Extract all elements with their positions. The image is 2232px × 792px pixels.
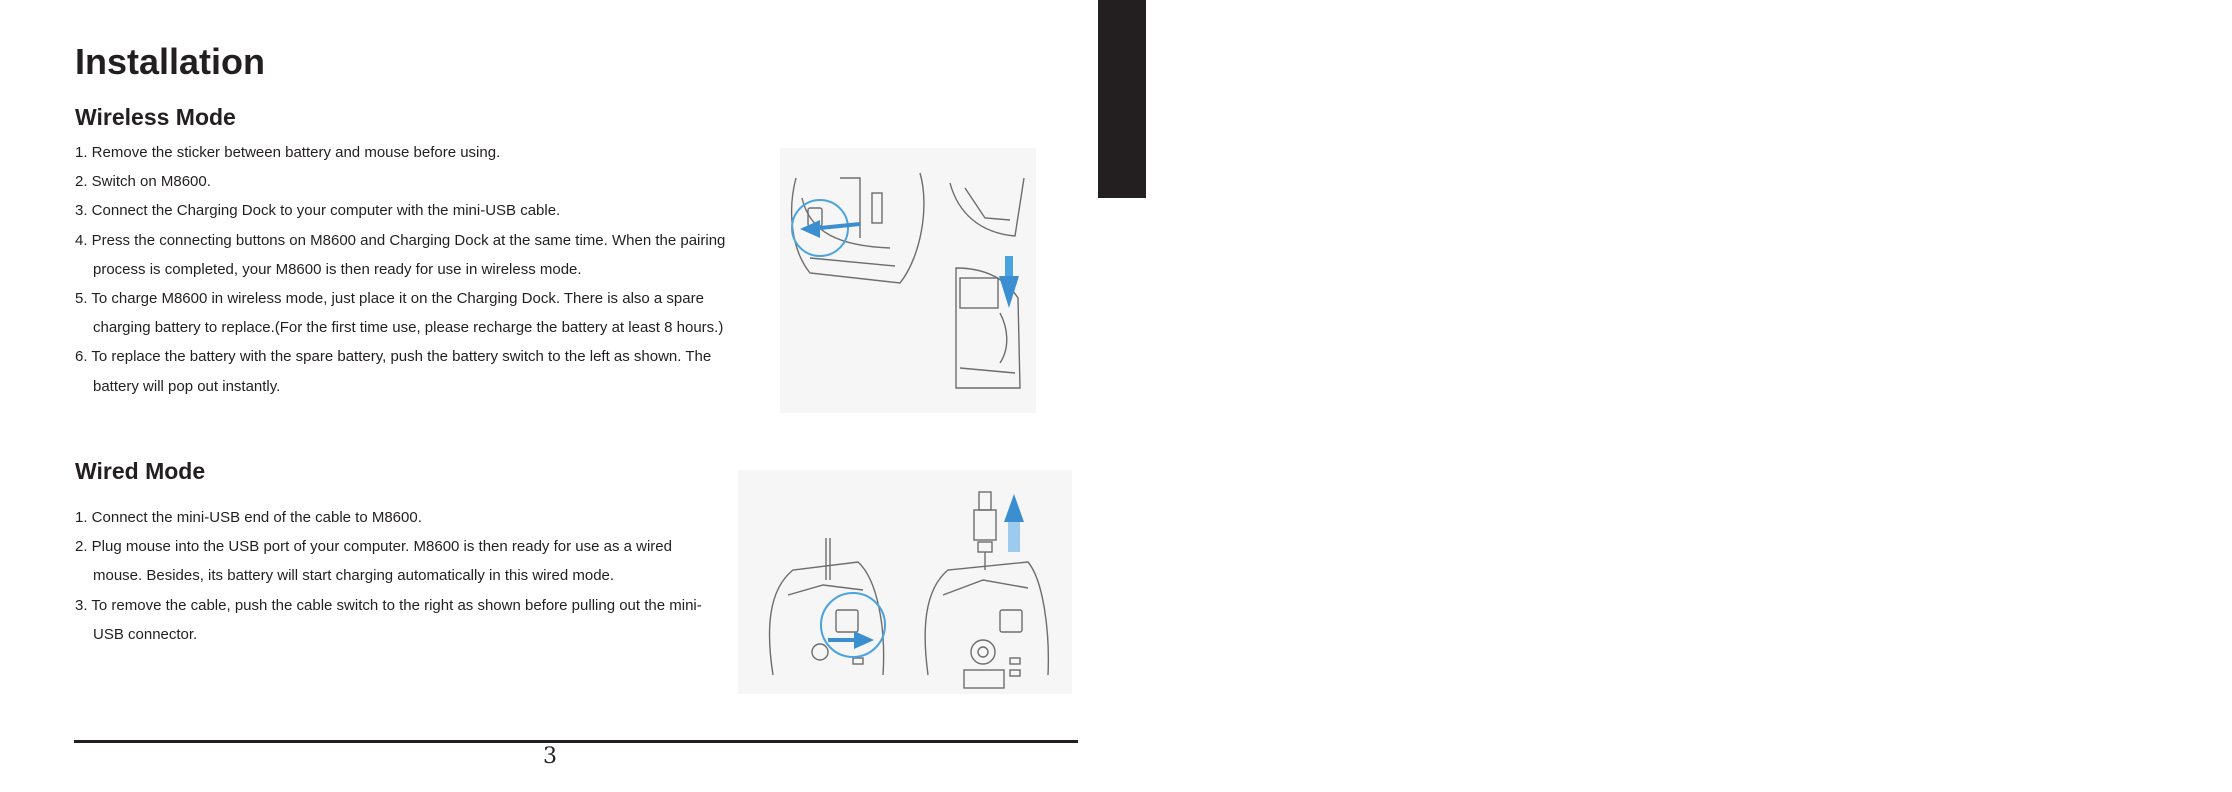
wired-steps-list: [75, 503, 725, 649]
wireless-step: 3. Connect the Charging Dock to your computer with the mini-USB cable.: [75, 202, 561, 220]
wired-step: 2. Plug mouse into the USB port of your computer. M8600 is then ready for use as a wired mouse. Besides, its battery will start charging automatically in this wired mode.: [75, 538, 672, 585]
language-label: ENGLISH: [2209, 30, 2232, 168]
wired-step: 3. To remove the cable, push the cable switch to the right as shown before pulling out the mini-USB connector.: [75, 596, 702, 643]
wired-step: 1. Connect the mini-USB end of the cable to M8600.: [75, 509, 422, 526]
wireless-step: 4. Press the connecting buttons on M8600 and Charging Dock at the same time. When the pairing process is completed, your M8600 is then ready for use in wireless mode.: [75, 231, 726, 278]
battery-replacement-illustration: [780, 148, 1036, 413]
page-number: 3: [543, 744, 557, 769]
wireless-step: 5. To charge M8600 in wireless mode, just place it on the Charging Dock. There is also a spare charging battery to replace.(For the first time use, please recharge the battery at least 8 hours.): [75, 290, 724, 337]
footer-divider: [74, 740, 1078, 743]
page-title: Installation: [75, 41, 266, 82]
wireless-step: 6. To replace the battery with the spare battery, push the battery switch to the left as shown. The battery will pop out instantly.: [75, 348, 712, 395]
language-side-tab: [1098, 0, 2232, 198]
wireless-step: 2. Switch on M8600.: [75, 173, 211, 191]
wireless-step: 1. Remove the sticker between battery and mouse before using.: [75, 144, 501, 161]
wireless-mode-heading: Wireless Mode: [75, 104, 236, 130]
wireless-steps-list: [75, 138, 735, 401]
usb-cable-illustration: [738, 470, 1072, 694]
wired-mode-heading: Wired Mode: [75, 458, 206, 484]
